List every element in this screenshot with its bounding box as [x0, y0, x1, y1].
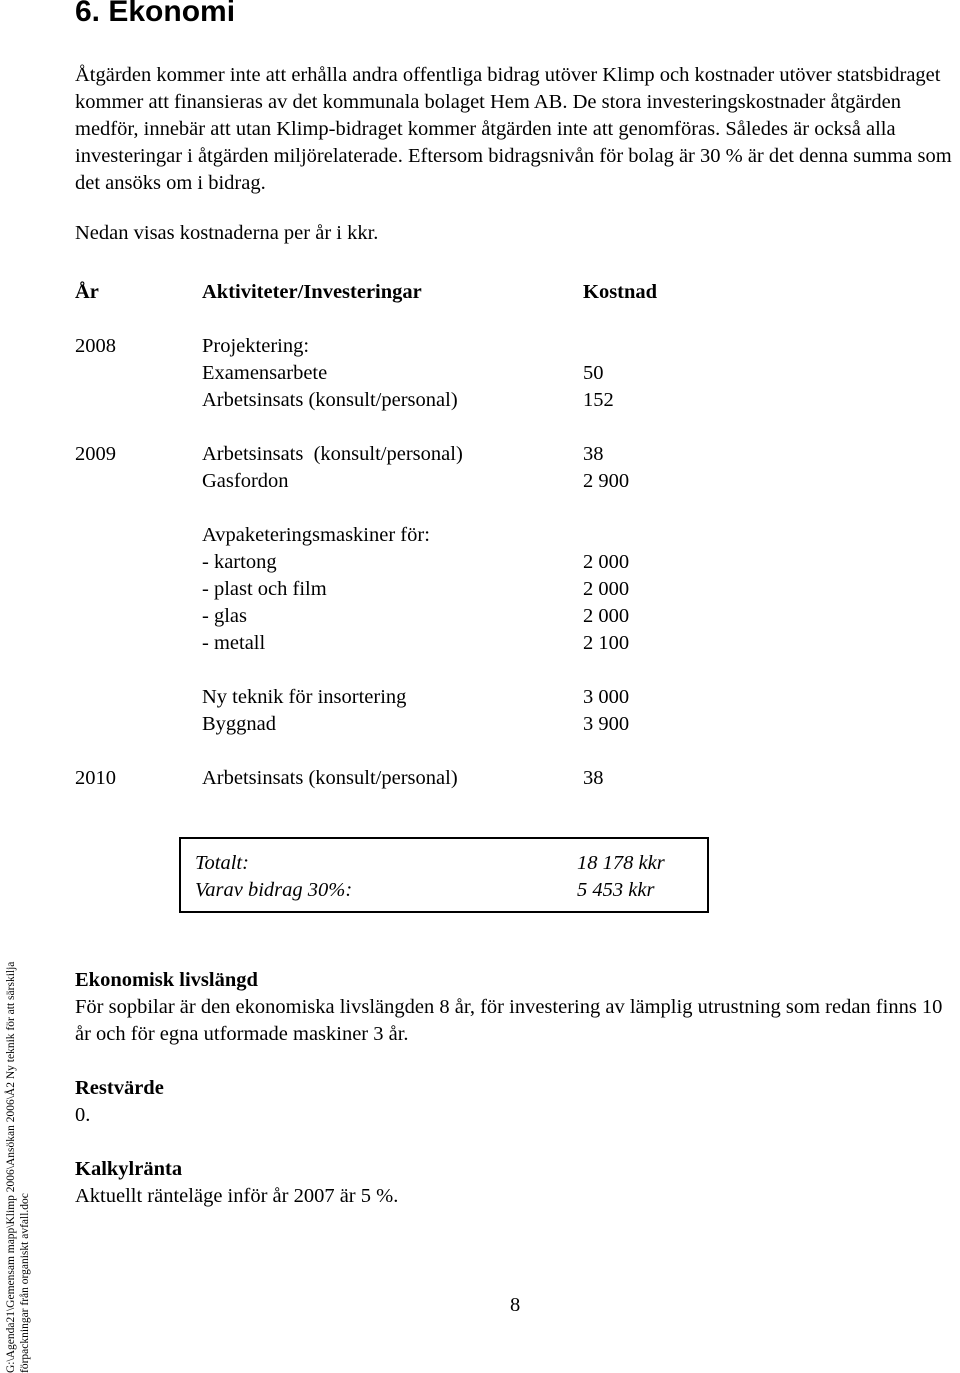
table-row [75, 576, 775, 603]
row-cost: 38 [583, 767, 604, 789]
row-cost: 2 000 [583, 551, 630, 573]
table-row [75, 387, 775, 414]
row-activity: Projektering: [202, 335, 310, 357]
row-activity: - metall [202, 632, 266, 654]
section-interest-title: Kalkylränta [75, 1158, 183, 1180]
row-activity: Examensarbete [202, 362, 328, 384]
table-row [75, 711, 775, 738]
table-row [75, 630, 775, 657]
row-year: 2010 [75, 767, 116, 789]
summary-total-label: Totalt: [195, 852, 249, 874]
row-cost: 50 [583, 362, 604, 384]
file-path-line-1: G:\Agenda21\Gemensam mapp\Klimp 2006\Ansökan 2006\Å2 Ny teknik för att särskilja [5, 961, 17, 1373]
page-number: 8 [510, 1294, 521, 1316]
section-lifespan [75, 967, 959, 1048]
row-cost: 38 [583, 443, 604, 465]
intro-text [75, 62, 959, 247]
intro-paragraph-2: Nedan visas kostnaderna per år i kkr. [75, 222, 379, 244]
file-path-footer [4, 962, 32, 1373]
summary-grant-value: 5 453 kkr [577, 879, 655, 901]
header-year: År [75, 281, 99, 303]
table-row [75, 441, 775, 468]
table-row [75, 522, 775, 549]
section-residual-text: 0. [75, 1104, 91, 1126]
table-row [75, 684, 775, 711]
row-activity: Arbetsinsats (konsult/personal) [202, 767, 458, 789]
row-cost: 3 000 [583, 686, 630, 708]
header-cost: Kostnad [583, 281, 658, 303]
section-interest [75, 1156, 959, 1210]
cost-table [75, 279, 775, 792]
row-cost: 2 900 [583, 470, 630, 492]
row-activity: Gasfordon [202, 470, 289, 492]
table-row [75, 765, 775, 792]
page-title: 6. Ekonomi [75, 0, 236, 28]
table-row [75, 360, 775, 387]
row-activity: Ny teknik för insortering [202, 686, 407, 708]
row-activity: Arbetsinsats (konsult/personal) [202, 443, 463, 465]
summary-total-row [195, 850, 695, 877]
row-activity: Avpaketeringsmaskiner för: [202, 524, 430, 546]
row-cost: 2 000 [583, 578, 630, 600]
section-residual-title: Restvärde [75, 1077, 164, 1099]
summary-grant-label: Varav bidrag 30%: [195, 879, 353, 901]
section-lifespan-text: För sopbilar är den ekonomiska livslängden 8 år, för investering av lämplig utrustning som redan finns 10 år och för egna utformade maskiner 3 år. [75, 996, 943, 1045]
row-cost: 2 100 [583, 632, 630, 654]
file-path-line-2: förpackningar från organiskt avfall.doc [19, 1193, 31, 1373]
row-year: 2008 [75, 335, 116, 357]
row-activity: - glas [202, 605, 247, 627]
section-lifespan-title: Ekonomisk livslängd [75, 969, 258, 991]
table-row [75, 468, 775, 495]
summary-total-value: 18 178 kkr [577, 852, 665, 874]
row-activity: Byggnad [202, 713, 277, 735]
row-cost: 2 000 [583, 605, 630, 627]
row-activity: - plast och film [202, 578, 327, 600]
row-cost: 152 [583, 389, 614, 411]
row-cost: 3 900 [583, 713, 630, 735]
table-row [75, 333, 775, 360]
section-residual [75, 1075, 959, 1129]
table-header-row [75, 279, 775, 306]
table-row [75, 603, 775, 630]
summary-grant-row [195, 877, 695, 904]
intro-paragraph-1: Åtgärden kommer inte att erhålla andra offentliga bidrag utöver Klimp och kostnader utöver statsbidraget kommer att finansieras av det kommunala bolaget Hem AB. De stora investeringskostnader åtgärden medför, innebär att utan Klimp-bidraget kommer åtgärden inte att genomföras. Således är också alla investeringar i åtgärden miljörelaterade. Eftersom bidragsnivån för bolag är 30 % är det denna summa som det ansöks om i bidrag. [75, 64, 952, 194]
section-interest-text: Aktuellt ränteläge inför år 2007 är 5 %. [75, 1185, 399, 1207]
row-activity: - kartong [202, 551, 277, 573]
summary-box [179, 837, 709, 913]
row-activity: Arbetsinsats (konsult/personal) [202, 389, 458, 411]
table-row [75, 549, 775, 576]
header-activity: Aktiviteter/Investeringar [202, 281, 422, 303]
row-year: 2009 [75, 443, 116, 465]
